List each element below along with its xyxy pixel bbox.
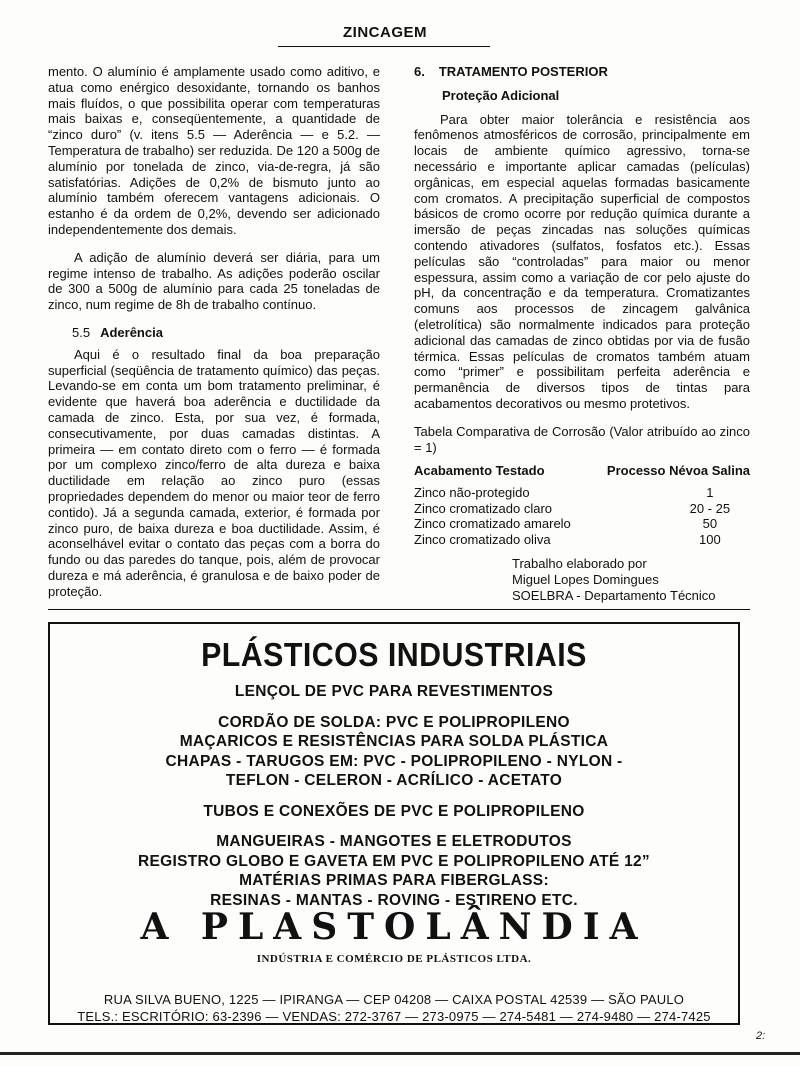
ad-line: MAÇARICOS E RESISTÊNCIAS PARA SOLDA PLÁSTICA [179, 733, 609, 750]
advertisement [48, 622, 740, 1025]
subsection-title: Proteção Adicional [442, 87, 560, 103]
page-number: 2: [756, 1030, 766, 1042]
section-heading [72, 325, 380, 341]
column-header: Acabamento Testado [414, 463, 545, 479]
section-number: 5.5 [72, 324, 91, 340]
ad-line: LENÇOL DE PVC PARA REVESTIMENTOS [234, 683, 554, 700]
ad-address: RUA SILVA BUENO, 1225 — IPIRANGA — CEP 04208 — CAIXA POSTAL 42539 — SÃO PAULO [103, 992, 685, 1007]
table-cell: 1 [706, 485, 714, 501]
ad-line: CHAPAS - TARUGOS EM: PVC - POLIPROPILENO - NYLON - [165, 752, 623, 770]
table-cell: 50 [702, 516, 718, 532]
ad-phones: TELS.: ESCRITÓRIO: 63-2396 — VENDAS: 272-3767 — 273-0975 — 274-5481 — 274-9480 — 274-7425 [77, 1009, 711, 1024]
paragraph: Para obter maior tolerância e resistência aos fenômenos atmosféricos de corrosão, principalmente em locais de ambiente químico agressivo, torna-se necessário e importante aplicar camadas (películas) orgânicas, em especial aquelas formadas basicamente com cromatos. A precipitação superficial de compostos básicos de cromo ocorre por redução química durante a imersão de peças zincadas nas soluções químicas contendo ativadores (sulfatos, fosfatos etc.). Essas películas são “controladas” para maior ou menor espessura, assim como a variação de cor pelo ajuste do pH, da concentração e da temperatura. Cromatizantes comuns aos processos de zincagem galvânica (eletrolítica) são normalmente indicados para proteção adicional das camadas de zinco obtidas por via de fusão térmica. Essas películas de cromatos também atuam como “primer” e possibilitam perfeita aderência e permanência de diversos tipos de tintas para acabamentos decorativos ou mesmo protetivos. [414, 111, 750, 411]
column-header: Processo Névoa Salina [606, 463, 750, 479]
ad-line: CORDÃO DE SOLDA: PVC E POLIPROPILENO [218, 713, 570, 731]
section-heading [414, 64, 750, 80]
ad-line: MATÉRIAS PRIMAS PARA FIBERGLASS: [239, 872, 549, 889]
table-cell: Zinco cromatizado amarelo [414, 516, 571, 532]
bottom-edge-rule [0, 1052, 800, 1055]
section-title: TRATAMENTO POSTERIOR [438, 64, 608, 79]
section-divider [48, 609, 750, 610]
paragraph: mento. O alumínio é amplamente usado como aditivo, e atua como enérgico desoxidante, tornando os banhos mais fluídos, o que possibilita operar com temperaturas mais baixas e, conseqüentemente, a quantidade de “zinco duro” (v. itens 5.5 — Aderência — e 5.2. — Temperatura de trabalho) ser reduzida. De 120 a 500g de alumínio por tonelada de zinco, via-de-regra, já são satisfatórias. Adições de 0,2% de bismuto junto ao alumínio também oferecem vantagens adicionais. O estanho é da ordem de 0,2%, devendo ser adicionado independentemente dos demais. [48, 64, 380, 237]
credits [512, 556, 750, 604]
ad-line: REGISTRO GLOBO E GAVETA EM PVC E POLIPROPILENO ATÉ 12” [138, 852, 650, 870]
header-rule [278, 46, 490, 47]
table-row [414, 532, 750, 548]
credit-line: Miguel Lopes Domingues [512, 571, 659, 587]
running-header: ZINCAGEM [343, 24, 427, 41]
table-row [414, 501, 750, 517]
brand-subtitle: INDÚSTRIA E COMÉRCIO DE PLÁSTICOS LTDA. [256, 953, 532, 965]
section-title: Aderência [100, 324, 163, 340]
section-number: 6. [414, 64, 425, 79]
ad-contact [50, 991, 738, 1025]
ad-line: TUBOS E CONEXÕES DE PVC E POLIPROPILENO [203, 802, 585, 820]
paragraph: A adição de alumínio deverá ser diária, para um regime intenso de trabalho. As adições poderão oscilar de 300 a 500g de alumínio para cada 25 toneladas de zinco, num regime de 8h de trabalho contínuo. [48, 249, 380, 313]
brand-name: A PLASTOLÂNDIA [140, 906, 648, 948]
table-row [414, 516, 750, 532]
ad-product-list [50, 682, 738, 910]
credit-line: SOELBRA - Departamento Técnico [512, 587, 716, 603]
left-column [48, 64, 380, 612]
paragraph: Aqui é o resultado final da boa preparação superficial (seqüência de tratamento químico) das peças. Levando-se em conta um bom tratamento preliminar, é evidente que haverá boa aderência e ductilidade da camada de zinco. Esta, por sua vez, é formada, consecutivamente, por duas camadas distintas. A primeira — em contato direto com o ferro — é formada por um complexo zinco/ferro de alta dureza e baixa ductilidade em relação ao zinco puro (essas propriedades dependem do menor ou maior teor de ferro contido). Já a segunda camada, exterior, é formada por zinco puro, de baixa dureza e boa ductilidade. Assim, é aconselhável evitar o contato das peças com a borra do fundo ou das paredes do tanque, pois, além de provocar dureza e má aderência, é granulosa e de baixo poder de proteção. [48, 346, 380, 599]
ad-line: TEFLON - CELERON - ACRÍLICO - ACETATO [225, 772, 563, 789]
table-cell: Zinco não-protegido [414, 485, 530, 501]
table-cell: Zinco cromatizado oliva [414, 531, 551, 547]
ad-line: MANGUEIRAS - MANGOTES E ELETRODUTOS [216, 833, 572, 850]
table-caption: Tabela Comparativa de Corrosão (Valor atribuído ao zinco = 1) [414, 423, 750, 455]
ad-title: PLÁSTICOS INDUSTRIAIS [201, 636, 587, 673]
table-header-row [414, 463, 750, 485]
ad-line: RESINAS - MANTAS - ROVING - ESTIRENO ETC. [210, 891, 578, 909]
table-cell: 20 - 25 [689, 500, 731, 516]
table-cell: 100 [698, 531, 721, 547]
credit-line: Trabalho elaborado por [512, 555, 647, 571]
corrosion-table [414, 463, 750, 547]
table-cell: Zinco cromatizado claro [414, 500, 552, 516]
table-row [414, 485, 750, 501]
right-column [414, 64, 750, 604]
